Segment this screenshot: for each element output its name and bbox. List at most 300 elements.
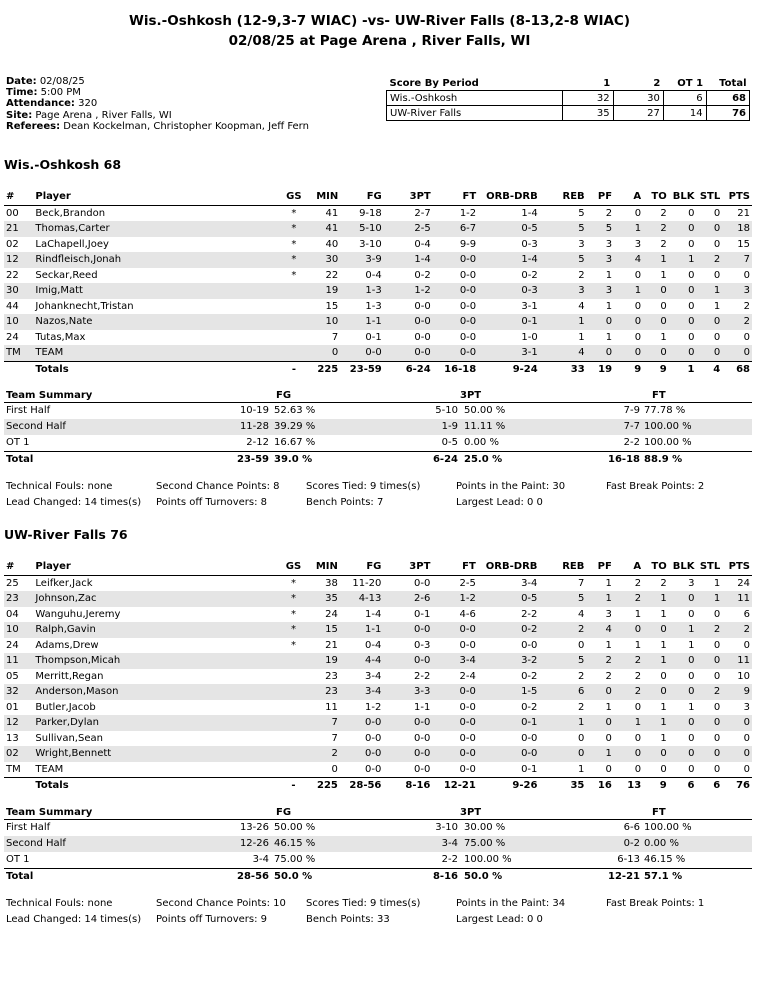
score-by-period-table xyxy=(386,76,750,121)
player-name: Anderson,Mason xyxy=(35,684,278,700)
free-throws: 2-5 xyxy=(459,577,476,589)
game-referees: Referees: Dean Kockelman, Christopher Koopman, Jeff Fern xyxy=(6,121,309,132)
lead-changed: Lead Changed: 14 times(s) xyxy=(6,914,142,925)
steals: 1 xyxy=(713,300,721,312)
points-in-paint: Points in the Paint: 34 xyxy=(456,898,566,909)
player-row xyxy=(4,684,752,700)
three-pointers: 0-0 xyxy=(382,345,431,361)
player-row xyxy=(4,653,752,669)
turnovers: 0 xyxy=(641,283,667,299)
column-header: BLK xyxy=(667,189,695,205)
team-summary xyxy=(4,389,752,468)
jersey-number: 21 xyxy=(4,221,35,237)
three-pointers: 0-0 xyxy=(414,732,431,744)
field-goals: 0-0 xyxy=(338,746,382,762)
rebounds-off-def: 0-2 xyxy=(476,622,538,638)
column-header: BLK xyxy=(667,559,695,575)
report-subtitle: 02/08/25 at Page Arena , River Falls, WI xyxy=(228,33,531,49)
rebounds-off-def: 1-4 xyxy=(521,207,538,219)
score-by-period-row xyxy=(387,106,750,121)
personal-fouls: 0 xyxy=(584,684,611,700)
rebounds: 1 xyxy=(538,314,585,330)
three-pointers: 2-2 xyxy=(414,670,431,682)
player-row xyxy=(4,283,752,299)
total-three-pointers: 8-16 xyxy=(381,778,430,794)
player-row xyxy=(4,762,752,778)
jersey-number: 23 xyxy=(4,591,35,607)
points: 0 xyxy=(720,345,752,361)
points: 11 xyxy=(720,653,752,669)
rebounds: 1 xyxy=(537,715,584,731)
points: 0 xyxy=(743,732,750,744)
player-row xyxy=(4,314,752,330)
blocks: 1 xyxy=(667,622,695,638)
box-score-table xyxy=(4,189,752,377)
rebounds-off-def: 0-2 xyxy=(521,670,538,682)
assists: 1 xyxy=(612,221,641,237)
field-goals: 1-1 xyxy=(338,314,382,330)
minutes: 30 xyxy=(309,252,339,268)
fg-label: FG xyxy=(276,807,292,818)
player-row xyxy=(4,715,752,731)
steals: 0 xyxy=(694,314,720,330)
jersey-number: 11 xyxy=(4,653,35,669)
total-steals: 6 xyxy=(694,778,720,794)
assists: 1 xyxy=(612,715,641,731)
column-header: REB xyxy=(537,559,584,575)
team-summary xyxy=(4,806,752,885)
turnovers: 2 xyxy=(641,221,667,237)
summary-ft: 7-7 xyxy=(623,421,640,432)
column-header: FT xyxy=(430,559,475,575)
turnovers: 0 xyxy=(660,670,667,682)
rebounds: 3 xyxy=(538,283,585,299)
jersey-number: 22 xyxy=(6,269,19,281)
blocks: 0 xyxy=(688,763,695,775)
total-personal-fouls: 16 xyxy=(584,778,611,794)
personal-fouls: 1 xyxy=(605,701,612,713)
turnovers: 2 xyxy=(660,577,667,589)
blocks: 1 xyxy=(688,701,695,713)
steals: 0 xyxy=(694,715,720,731)
box-score-table xyxy=(4,559,752,794)
summary-3pt-pct: 100.00 % xyxy=(464,854,512,865)
summary-fg-pct: 39.29 % xyxy=(274,421,316,432)
steals: 0 xyxy=(713,670,721,682)
points: 2 xyxy=(720,622,752,638)
personal-fouls: 0 xyxy=(584,715,611,731)
player-name: Merritt,Regan xyxy=(35,670,104,682)
assists: 2 xyxy=(612,591,641,607)
rebounds: 2 xyxy=(578,670,585,682)
total-personal-fouls: 19 xyxy=(585,361,612,377)
summary-ft: 12-21 xyxy=(608,871,640,882)
summary-fg-pct: 39.0 % xyxy=(274,454,313,465)
rebounds-off-def: 3-1 xyxy=(476,345,538,361)
total-free-throws: 16-18 xyxy=(431,361,476,377)
personal-fouls: 2 xyxy=(605,670,612,682)
turnovers: 0 xyxy=(641,622,667,638)
player-name: Thomas,Carter xyxy=(35,221,279,237)
field-goals: 1-3 xyxy=(365,300,382,312)
free-throws: 0-0 xyxy=(459,269,477,281)
minutes: 23 xyxy=(308,684,338,700)
player-name: TEAM xyxy=(35,345,279,361)
summary-fg-pct: 46.15 % xyxy=(274,838,316,849)
player-row xyxy=(4,731,752,747)
turnovers: 0 xyxy=(641,746,667,762)
field-goals: 3-4 xyxy=(338,684,382,700)
free-throws: 0-0 xyxy=(431,314,476,330)
games-started: * xyxy=(291,238,297,250)
steals: 0 xyxy=(713,238,721,250)
player-row xyxy=(4,622,752,638)
three-pointers: 0-0 xyxy=(414,331,431,343)
games-started xyxy=(279,314,308,330)
total-rebounds-off-def: 9-26 xyxy=(476,778,538,794)
three-pointers: 0-4 xyxy=(414,238,431,250)
free-throws: 6-7 xyxy=(431,221,476,237)
steals: 1 xyxy=(713,577,721,589)
three-pointers: 0-0 xyxy=(414,300,431,312)
summary-ft-pct: 57.1 % xyxy=(644,871,683,882)
blocks: 0 xyxy=(667,746,695,762)
player-row xyxy=(4,221,752,237)
summary-3pt-pct: 0.00 % xyxy=(464,437,499,448)
rebounds: 2 xyxy=(578,701,585,713)
rebounds-off-def: 0-2 xyxy=(521,269,538,281)
steals: 0 xyxy=(713,207,721,219)
points: 0 xyxy=(743,331,750,343)
minutes: 19 xyxy=(308,653,338,669)
period-score: 6 xyxy=(663,91,706,106)
period-score: 27 xyxy=(613,106,663,121)
blocks: 0 xyxy=(667,283,695,299)
column-header: MIN xyxy=(309,189,339,205)
minutes: 7 xyxy=(331,331,339,343)
field-goals: 0-0 xyxy=(338,345,382,361)
team-summary-row xyxy=(4,868,752,885)
totals-row xyxy=(4,361,752,377)
team-summary-row xyxy=(4,852,752,868)
column-header: # xyxy=(4,559,35,575)
player-name: Sullivan,Sean xyxy=(35,732,103,744)
games-started xyxy=(279,283,308,299)
jersey-number: 44 xyxy=(6,300,19,312)
turnovers: 1 xyxy=(641,653,667,669)
bench-points: Bench Points: 7 xyxy=(306,497,384,508)
games-started: * xyxy=(291,608,296,620)
rebounds-off-def: 0-0 xyxy=(521,732,538,744)
three-pointers: 0-0 xyxy=(381,746,430,762)
personal-fouls: 0 xyxy=(605,732,612,744)
points: 0 xyxy=(743,269,750,281)
rebounds-off-def: 1-4 xyxy=(476,252,538,268)
minutes: 10 xyxy=(309,314,339,330)
summary-fg: 28-56 xyxy=(237,871,269,882)
score-by-period-label: Score By Period xyxy=(387,76,563,91)
column-header: GS xyxy=(279,559,308,575)
jersey-number: TM xyxy=(4,345,35,361)
three-pointers: 0-0 xyxy=(381,653,430,669)
total-games-started: - xyxy=(279,361,308,377)
points: 3 xyxy=(743,701,750,713)
free-throws: 9-9 xyxy=(459,238,477,250)
score-by-period-row xyxy=(387,91,750,106)
free-throws: 0-0 xyxy=(459,639,476,651)
turnovers: 1 xyxy=(660,639,667,651)
games-started xyxy=(279,330,308,346)
rebounds: 2 xyxy=(578,269,585,281)
points: 6 xyxy=(743,608,750,620)
player-row xyxy=(4,345,752,361)
personal-fouls: 3 xyxy=(605,238,613,250)
turnovers: 1 xyxy=(660,732,667,744)
rebounds: 6 xyxy=(537,684,584,700)
field-goals: 0-4 xyxy=(365,639,382,651)
field-goals: 1-4 xyxy=(365,608,382,620)
blocks: 0 xyxy=(688,238,695,250)
ft-label: FT xyxy=(652,390,666,401)
column-header: STL xyxy=(694,559,720,575)
games-started: * xyxy=(279,221,308,237)
player-name: LaChapell,Joey xyxy=(35,238,109,250)
summary-3pt-pct: 50.00 % xyxy=(464,405,506,416)
free-throws: 0-0 xyxy=(459,300,477,312)
rebounds-off-def: 0-1 xyxy=(476,314,538,330)
jersey-number: 32 xyxy=(4,684,35,700)
rebounds: 3 xyxy=(578,238,585,250)
games-started: * xyxy=(291,269,297,281)
summary-3pt: 8-16 xyxy=(432,871,458,882)
player-row xyxy=(4,607,752,623)
steals: 1 xyxy=(694,283,720,299)
rebounds-off-def: 0-3 xyxy=(476,283,538,299)
summary-3pt: 3-4 xyxy=(441,838,458,849)
team-summary-row xyxy=(4,451,752,468)
summary-3pt: 0-5 xyxy=(441,437,458,448)
rebounds: 2 xyxy=(537,622,584,638)
games-started xyxy=(279,299,308,315)
turnovers: 1 xyxy=(641,715,667,731)
3pt-label: 3PT xyxy=(460,390,482,401)
summary-ft-pct: 100.00 % xyxy=(644,822,692,833)
personal-fouls: 1 xyxy=(584,746,611,762)
field-goals: 0-4 xyxy=(365,269,382,281)
period-total: 76 xyxy=(706,106,749,121)
blocks: 0 xyxy=(667,314,695,330)
field-goals: 1-3 xyxy=(338,283,382,299)
summary-fg: 10-19 xyxy=(239,405,269,416)
team-summary-header xyxy=(4,806,752,820)
points: 24 xyxy=(737,577,750,589)
rebounds: 5 xyxy=(537,653,584,669)
minutes: 0 xyxy=(331,763,338,775)
team-summary-row xyxy=(4,403,752,419)
rebounds-off-def: 3-2 xyxy=(476,653,538,669)
three-pointers: 3-3 xyxy=(381,684,430,700)
free-throws: 0-0 xyxy=(430,684,475,700)
total-free-throws: 12-21 xyxy=(430,778,475,794)
blocks: 0 xyxy=(688,670,695,682)
turnovers: 0 xyxy=(641,314,667,330)
blocks: 0 xyxy=(688,300,695,312)
games-started xyxy=(279,684,308,700)
scores-tied: Scores Tied: 9 times(s) xyxy=(306,481,421,492)
points: 2 xyxy=(743,300,750,312)
steals: 0 xyxy=(713,608,721,620)
total-minutes: 225 xyxy=(309,361,339,377)
three-pointers: 1-1 xyxy=(414,701,431,713)
steals: 0 xyxy=(694,746,720,762)
summary-3pt: 3-10 xyxy=(435,822,458,833)
assists: 0 xyxy=(634,763,642,775)
games-started: * xyxy=(291,577,296,589)
personal-fouls: 2 xyxy=(584,653,611,669)
assists: 0 xyxy=(634,300,642,312)
minutes: 11 xyxy=(325,701,338,713)
minutes: 41 xyxy=(325,207,339,219)
jersey-number: 01 xyxy=(6,701,19,713)
steals: 0 xyxy=(694,653,720,669)
steals: 0 xyxy=(713,269,721,281)
jersey-number: 10 xyxy=(4,314,35,330)
team-summary-row xyxy=(4,836,752,852)
game-time: Time: 5:00 PM xyxy=(6,87,81,98)
rebounds: 1 xyxy=(578,763,585,775)
column-header: Player xyxy=(35,189,279,205)
rebounds: 5 xyxy=(538,221,585,237)
points-in-paint: Points in the Paint: 30 xyxy=(456,481,566,492)
minutes: 15 xyxy=(325,300,339,312)
blocks: 1 xyxy=(688,639,695,651)
total-rebounds: 33 xyxy=(538,361,585,377)
games-started: * xyxy=(279,591,308,607)
minutes: 7 xyxy=(308,715,338,731)
period-label: OT 1 xyxy=(663,76,706,91)
assists: 0 xyxy=(612,345,641,361)
summary-ft: 2-2 xyxy=(623,437,640,448)
jersey-number: 10 xyxy=(4,622,35,638)
summary-fg: 13-26 xyxy=(239,822,269,833)
column-header: # xyxy=(4,189,35,205)
report-title: Wis.-Oshkosh (12-9,3-7 WIAC) -vs- UW-River Falls (8-13,2-8 WIAC) xyxy=(128,13,631,29)
column-header: FG xyxy=(338,189,382,205)
total-rebounds-off-def: 9-24 xyxy=(476,361,538,377)
player-name: Imig,Matt xyxy=(35,283,279,299)
jersey-number: 24 xyxy=(6,639,19,651)
game-site: Site: Page Arena , River Falls, WI xyxy=(6,110,172,121)
fast-break-points: Fast Break Points: 2 xyxy=(606,481,705,492)
lead-changed: Lead Changed: 14 times(s) xyxy=(6,497,142,508)
column-header: REB xyxy=(538,189,585,205)
jersey-number: 12 xyxy=(4,252,35,268)
rebounds: 4 xyxy=(538,345,585,361)
field-goals: 9-18 xyxy=(359,207,382,219)
points-off-turnovers: Points off Turnovers: 8 xyxy=(156,497,268,508)
summary-period: Second Half xyxy=(6,838,66,849)
column-header: PF xyxy=(584,559,611,575)
summary-period: First Half xyxy=(6,405,51,416)
blocks: 0 xyxy=(688,269,695,281)
three-pointers: 2-6 xyxy=(381,591,430,607)
rebounds: 0 xyxy=(578,639,585,651)
total-assists: 9 xyxy=(612,361,641,377)
personal-fouls: 5 xyxy=(585,221,612,237)
personal-fouls: 3 xyxy=(585,252,612,268)
player-row xyxy=(4,591,752,607)
minutes: 0 xyxy=(309,345,339,361)
player-row xyxy=(4,638,752,654)
summary-ft: 6-13 xyxy=(617,854,640,865)
jersey-number: 02 xyxy=(6,238,19,250)
personal-fouls: 3 xyxy=(605,608,612,620)
blocks: 0 xyxy=(688,207,695,219)
summary-3pt-pct: 11.11 % xyxy=(464,421,506,432)
totals-row xyxy=(4,778,752,794)
turnovers: 0 xyxy=(641,345,667,361)
player-name: Leifker,Jack xyxy=(35,577,93,589)
player-row xyxy=(4,299,752,315)
games-started: * xyxy=(291,639,296,651)
rebounds-off-def: 0-3 xyxy=(521,238,538,250)
minutes: 2 xyxy=(308,746,338,762)
free-throws: 0-0 xyxy=(430,622,475,638)
steals: 2 xyxy=(694,622,720,638)
turnovers: 0 xyxy=(660,763,667,775)
team-summary-row xyxy=(4,435,752,451)
points: 11 xyxy=(720,591,752,607)
points: 0 xyxy=(743,639,750,651)
minutes: 40 xyxy=(325,238,339,250)
summary-ft: 0-2 xyxy=(623,838,640,849)
personal-fouls: 1 xyxy=(584,591,611,607)
team-summary-label: Team Summary xyxy=(6,390,93,401)
jersey-number: 30 xyxy=(4,283,35,299)
free-throws: 2-4 xyxy=(459,670,476,682)
column-header: TO xyxy=(641,559,667,575)
personal-fouls: 0 xyxy=(605,763,612,775)
technical-fouls: Technical Fouls: none xyxy=(6,481,113,492)
summary-ft-pct: 46.15 % xyxy=(644,854,686,865)
summary-ft-pct: 88.9 % xyxy=(644,454,683,465)
personal-fouls: 0 xyxy=(585,314,612,330)
player-name: Beck,Brandon xyxy=(35,207,106,219)
player-name: Thompson,Micah xyxy=(35,653,278,669)
steals: 0 xyxy=(713,639,721,651)
team-summary-row xyxy=(4,419,752,435)
assists: 2 xyxy=(612,653,641,669)
steals: 1 xyxy=(694,591,720,607)
blocks: 0 xyxy=(667,653,695,669)
rebounds-off-def: 3-4 xyxy=(521,577,538,589)
rebounds: 4 xyxy=(578,300,585,312)
steals: 0 xyxy=(694,345,720,361)
points: 3 xyxy=(720,283,752,299)
points: 0 xyxy=(720,746,752,762)
turnovers: 1 xyxy=(641,252,667,268)
summary-3pt-pct: 30.00 % xyxy=(464,822,506,833)
player-row xyxy=(4,575,752,591)
three-pointers: 1-2 xyxy=(382,283,431,299)
turnovers: 1 xyxy=(660,608,667,620)
total-minutes: 225 xyxy=(308,778,338,794)
player-name: Johanknecht,Tristan xyxy=(35,300,134,312)
column-header: GS xyxy=(279,189,308,205)
free-throws: 4-6 xyxy=(459,608,476,620)
steals: 0 xyxy=(713,732,721,744)
total-field-goals: 23-59 xyxy=(338,361,382,377)
